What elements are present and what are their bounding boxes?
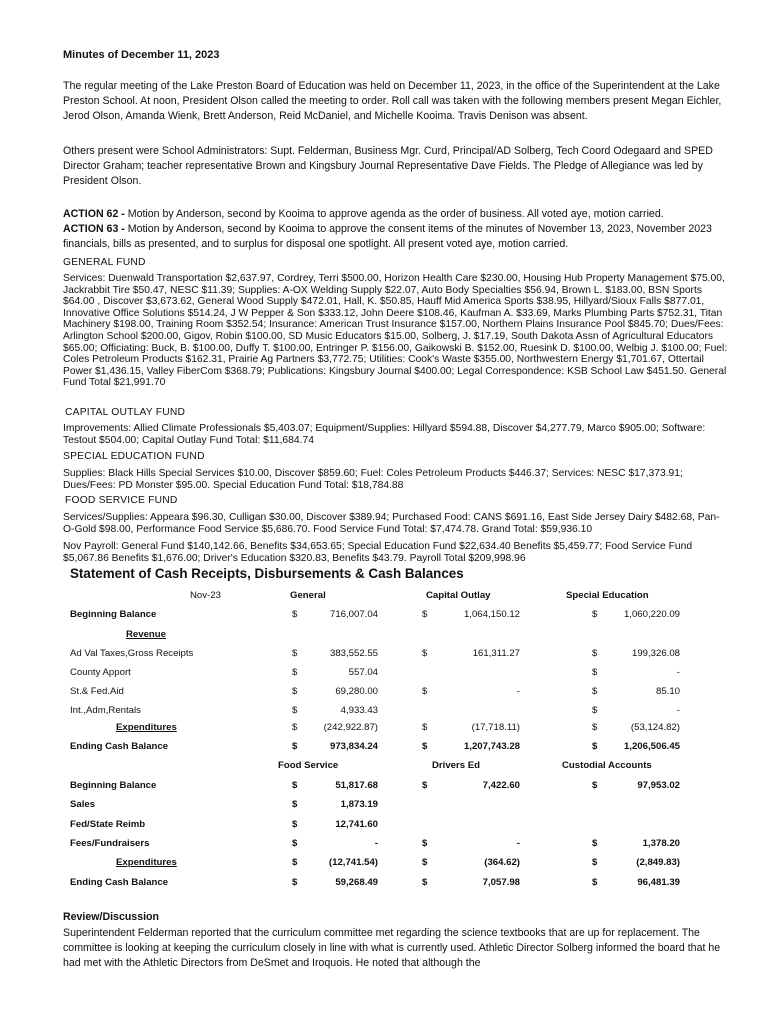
bottom-row-value: - [516,838,520,849]
dollar-sign: $ [292,705,298,716]
revenue-label: Revenue [126,629,166,640]
column-header: Custodial Accounts [562,760,652,771]
bottom-expenditures-value: (364.62) [484,857,520,868]
general-fund-text: Services: Duenwald Transportation $2,637.97, Cordrey, Terri $500.00, Horizon Health Care $230.00, Housing Hub Property Management $75.00, Jackrabbit Tire $50.47, NESC $11.39; Supplies: A-OX Welding Supply $22.07, Auto Body Specialties $56.94, Brown L. $183.00, BSN Sports $64.00 , Discover $3,673.62, General Wood Supply $472.01, Hall, K. $50.85, Hauff Mid America Sports $38.95, Hillyard/Sioux Falls $877.01, Innovative Office Solutions $514.24, J W Pepper & Son $333.12, John Deere $108.46, Kaufman A. $33.69, Marks Plumbing Parts $752.31, Titan Machinery $198.00, Training Room $352.54; Insurance: American Trust Insurance $157.00, Northern Plains Insurance Pool $845.70; Dues/Fees: Arlington School $200.00, Gigov, Robin $100.00, SD Music Educators $15.00, Solberg, J. $17.19, South Dakota Assn of Agricultural Educators $65.00; Officiating: Buck, B. $100.00, Duffy T. $100.00, Entringer P. $156.00, Gaikowski B. $152.00, Ruesink D. $100.00, Welbig J. $100.00; Fuel: Coles Petroleum Products $162.31, Prairie Ag Partners $3,772.75; Utilities: Cook's Waste $355.00, Northwestern Energy $1,701.67, Ottertail Power $1,436.15, Valley FiberCom $368.79; Publications: Kingsbury Journal $400.00; Legal Correspondence: KSB School Law $451.50. General Fund Total $21,991.70 [63,273,728,389]
action-label: ACTION 63 - [63,223,125,235]
action-label: ACTION 62 - [63,208,125,220]
dollar-sign: $ [422,722,428,733]
beginning-balance-value: 1,060,220.09 [623,609,680,620]
bottom-expenditures-value: (12,741.54) [328,857,378,868]
dollar-sign: $ [592,648,598,659]
dollar-sign: $ [592,741,598,752]
ending-balance-value: 1,207,743.28 [463,741,520,752]
dollar-sign: $ [292,838,298,849]
dollar-sign: $ [592,877,598,888]
revenue-value: 199,326.08 [631,648,680,659]
attendees-paragraph: Others present were School Administrators: Supt. Felderman, Business Mgr. Curd, Principal/AD Solberg, Tech Coord Odegaard and SPED Director Graham; teacher representative Brown and Kingsbury Journal Representative Dave Fields. The Pledge of Allegiance was led by President Olson. [63,145,713,187]
dollar-sign: $ [422,780,428,791]
bottom-expenditures-value: (2,849.83) [636,857,680,868]
expenditures-value: (242,922.87) [323,722,378,733]
bottom-row-value: 1,378.20 [642,838,680,849]
row-label: Fees/Fundraisers [70,838,150,849]
expenditures-value: (53,124.82) [630,722,680,733]
actions-section [63,207,723,252]
beginning-balance-value: 1,064,150.12 [463,609,520,620]
dollar-sign: $ [292,819,298,830]
action-text: Motion by Anderson, second by Kooima to approve agenda as the order of business. All voted aye, motion carried. [124,208,664,220]
dollar-sign: $ [592,780,598,791]
beginning-balance-value: 716,007.04 [329,609,378,620]
row-label: Beginning Balance [70,609,157,620]
special-education-heading: SPECIAL EDUCATION FUND [63,451,205,462]
food-service-heading: FOOD SERVICE FUND [65,495,178,506]
dollar-sign: $ [292,780,298,791]
action-text: Motion by Anderson, second by Kooima to approve the consent items of the minutes of November 13, 2023, November 2023 financials, bills as presented, and to surplus for disposal one spotlight. All present voted aye, motion carried. [63,223,712,250]
bottom-ending-value: 59,268.49 [335,877,378,888]
revenue-value: - [676,667,680,678]
revenue-value: 557.04 [348,667,378,678]
dollar-sign: $ [292,667,298,678]
revenue-value: - [516,686,520,697]
column-header: Capital Outlay [426,590,491,601]
column-header: Special Education [566,590,649,601]
dollar-sign: $ [292,648,298,659]
ending-balance-value: 973,834.24 [329,741,378,752]
row-label: Beginning Balance [70,780,157,791]
dollar-sign: $ [592,686,598,697]
row-label: Expenditures [116,722,177,733]
column-header: Drivers Ed [432,760,480,771]
dollar-sign: $ [592,705,598,716]
revenue-value: 69,280.00 [335,686,378,697]
dollar-sign: $ [292,799,298,810]
dollar-sign: $ [422,838,428,849]
ending-balance-value: 1,206,506.45 [623,741,680,752]
revenue-value: 85.10 [655,686,680,697]
bottom-row-value: - [374,838,378,849]
dollar-sign: $ [292,609,298,620]
row-label: Sales [70,799,96,810]
dollar-sign: $ [592,857,598,868]
action-63 [63,222,723,252]
period-label: Nov-23 [190,590,221,601]
bottom-ending-value: 96,481.39 [637,877,680,888]
revenue-value: 383,552.55 [329,648,378,659]
bottom-row-value: 12,741.60 [335,819,378,830]
review-text: Superintendent Felderman reported that the curriculum committee met regarding the science textbooks that are up for replacement. The committee is looking at keeping the curriculum closely in line with what is currently used. Athletic Director Solberg informed the board that he had met with the Athletic Directors from DeSmet and Iroquois. He noted that although the [63,927,721,969]
general-fund-heading: GENERAL FUND [63,257,146,268]
column-header: General [290,590,326,601]
revenue-value: - [676,705,680,716]
payroll-text: Nov Payroll: General Fund $140,142.66, Benefits $34,653.65; Special Education Fund $22,634.40 Benefits $5,459.77; Food Service Fund $5,067.86 Benefits $1,676.00; Driver's Education $320.83, Benefits $43.79. Payroll Total $209,998.96 [63,541,693,564]
review-heading: Review/Discussion [63,911,159,923]
special-education-text: Supplies: Black Hills Special Services $10.00, Discover $859.60; Fuel: Coles Petroleum Products $446.37; Services: NESC $17,373.91; Dues/Fees: PD Monster $95.00. Special Education Fund Total: $18,784.88 [63,468,683,491]
capital-outlay-text: Improvements: Allied Climate Professionals $5,403.07; Equipment/Supplies: Hillyard $594.88, Discover $4,277.79, Marco $905.00; Software: Testout $504.00; Capital Outlay Fund Total: $11,684.74 [63,423,706,446]
column-header: Food Service [278,760,339,771]
statement-title: Statement of Cash Receipts, Disbursements & Cash Balances [70,566,464,581]
dollar-sign: $ [292,741,298,752]
capital-outlay-heading: CAPITAL OUTLAY FUND [65,407,186,418]
dollar-sign: $ [422,686,428,697]
action-62 [63,207,723,222]
row-label: St.& Fed.Aid [70,686,124,697]
bottom-ending-value: 7,057.98 [482,877,520,888]
minutes-title: Minutes of December 11, 2023 [63,49,220,61]
dollar-sign: $ [292,722,298,733]
dollar-sign: $ [592,838,598,849]
expenditures-value: (17,718.11) [471,722,520,733]
row-label: Ending Cash Balance [70,741,169,752]
dollar-sign: $ [422,741,428,752]
bottom-row-value: 97,953.02 [637,780,680,791]
dollar-sign: $ [422,648,428,659]
row-label: Ending Cash Balance [70,877,169,888]
bottom-row-value: 51,817.68 [335,780,378,791]
dollar-sign: $ [592,667,598,678]
row-label: Ad Val Taxes,Gross Receipts [70,648,194,659]
revenue-value: 161,311.27 [472,648,520,659]
bottom-row-value: 1,873.19 [340,799,378,810]
dollar-sign: $ [422,857,428,868]
dollar-sign: $ [292,877,298,888]
row-label: Fed/State Reimb [70,819,146,830]
row-label: Expenditures [116,857,177,868]
dollar-sign: $ [292,857,298,868]
row-label: County Apport [70,667,131,678]
dollar-sign: $ [422,877,428,888]
row-label: Int.,Adm,Rentals [70,705,141,716]
dollar-sign: $ [422,609,428,620]
revenue-value: 4,933.43 [340,705,378,716]
dollar-sign: $ [592,722,598,733]
food-service-text: Services/Supplies: Appeara $96.30, Culligan $30.00, Discover $389.94; Purchased Food: CANS $691.16, East Side Jersey Dairy $482.68, Pan-O-Gold $98.00, Performance Food Service $5,686.70. Food Service Fund Total: $7,474.78. Grand Total: $59,936.10 [63,512,720,535]
bottom-row-value: 7,422.60 [482,780,520,791]
dollar-sign: $ [592,609,598,620]
meeting-paragraph: The regular meeting of the Lake Preston Board of Education was held on December 11, 2023, in the office of the Superintendent at the Lake Preston School. At noon, President Olson called the meeting to order. Roll call was taken with the following members present Megan Eichler, Jerod Olson, Amanda Wienk, Brett Anderson, Reid McDaniel, and Michelle Kooima. Travis Denison was absent. [63,80,722,122]
dollar-sign: $ [292,686,298,697]
